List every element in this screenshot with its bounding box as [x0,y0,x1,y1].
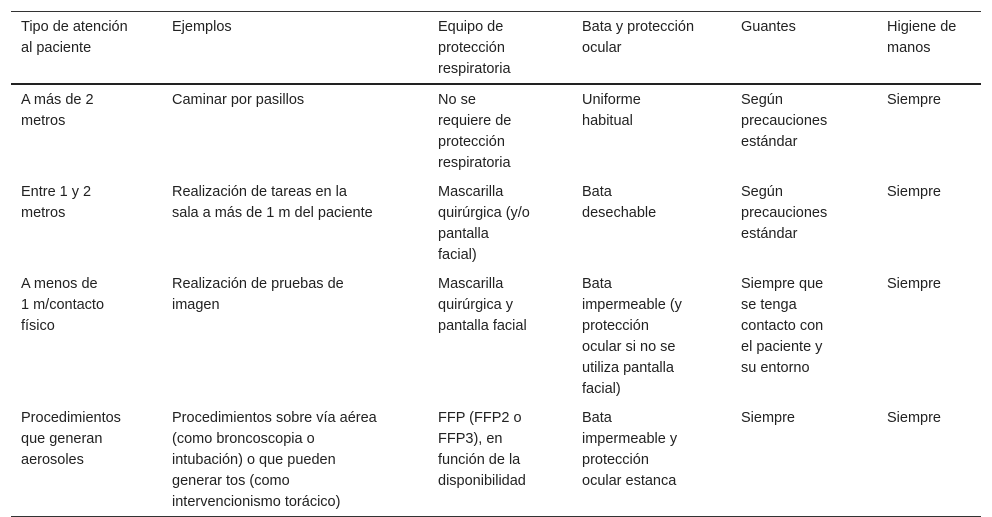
table-row [11,269,981,403]
header-bata-proteccion: Bata y protección ocular [582,19,695,56]
cell-guantes: Según precauciones estándar [741,92,828,150]
header-ejemplos: Ejemplos [172,19,232,35]
cell-higiene-manos: Siempre [887,184,941,200]
cell-guantes: Siempre que se tenga contacto con el paciente y su entorno [741,276,824,376]
cell-equipo-respiratorio: FFP (FFP2 o FFP3), en función de la disponibilidad [438,410,526,489]
cell-ejemplos: Procedimientos sobre vía aérea (como broncoscopia o intubación) o que pueden generar tos (como intervencionismo torácico) [172,410,377,510]
cell-bata-proteccion: Bata impermeable y protección ocular estanca [582,410,678,489]
header-row [11,12,981,85]
header-tipo-atencion: Tipo de atención al paciente [21,19,128,56]
cell-tipo-atencion: Entre 1 y 2 metros [21,184,92,221]
table-row [11,403,981,517]
cell-higiene-manos: Siempre [887,276,941,292]
cell-bata-proteccion: Bata desechable [582,184,657,221]
protection-table [11,11,981,517]
header-equipo-respiratorio: Equipo de protección respiratoria [438,19,511,77]
cell-higiene-manos: Siempre [887,92,941,108]
cell-ejemplos: Realización de tareas en la sala a más de 1 m del paciente [172,184,373,221]
cell-bata-proteccion: Bata impermeable (y protección ocular si no se utiliza pantalla facial) [582,276,682,397]
cell-tipo-atencion: A más de 2 metros [21,92,94,129]
cell-equipo-respiratorio: Mascarilla quirúrgica y pantalla facial [438,276,527,334]
cell-equipo-respiratorio: No se requiere de protección respiratoria [438,92,512,171]
protection-table-container [11,11,981,517]
cell-tipo-atencion: Procedimientos que generan aerosoles [21,410,121,468]
cell-guantes: Según precauciones estándar [741,184,828,242]
table-row [11,177,981,269]
table-header [11,12,981,85]
cell-ejemplos: Realización de pruebas de imagen [172,276,344,313]
header-guantes: Guantes [741,19,796,35]
table-row [11,84,981,177]
cell-bata-proteccion: Uniforme habitual [582,92,641,129]
cell-higiene-manos: Siempre [887,410,941,426]
cell-ejemplos: Caminar por pasillos [172,92,305,108]
cell-equipo-respiratorio: Mascarilla quirúrgica (y/o pantalla facial) [438,184,530,263]
header-higiene-manos: Higiene de manos [887,19,957,56]
cell-guantes: Siempre [741,410,795,426]
table-body [11,84,981,517]
cell-tipo-atencion: A menos de 1 m/contacto físico [21,276,105,334]
